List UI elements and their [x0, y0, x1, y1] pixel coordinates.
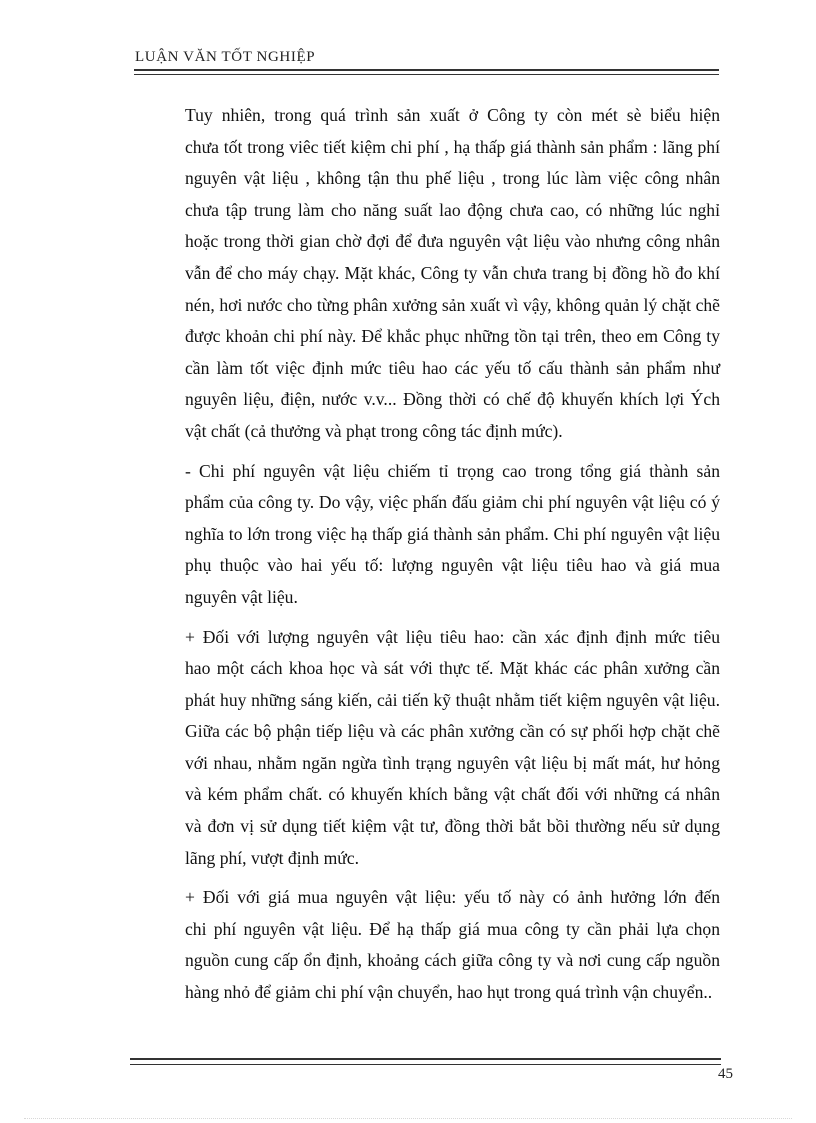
- paragraph-line: nguồn cung cấp ổn định, khoảng cách giữa công ty và nơi cung cấp nguồn: [185, 950, 720, 971]
- paragraph-line: phát huy những sáng kiến, cải tiến kỹ thuật nhằm tiết kiệm nguyên vật liệu.: [185, 689, 720, 710]
- paragraph-line: + Đối với giá mua nguyên vật liệu: yếu tố này có ảnh hưởng lớn đến: [185, 887, 720, 908]
- paragraph-line: nguyên liệu, điện, nước v.v... Đồng thời có chế độ khuyến khích lợi Ých: [185, 389, 720, 410]
- paragraph-line: chi phí nguyên vật liệu. Để hạ thấp giá mua công ty cần phải lựa chọn: [185, 918, 720, 939]
- paragraph-line: cần làm tốt việc định mức tiêu hao các yếu tố cấu thành sản phẩm như: [185, 357, 720, 378]
- paragraph: [135, 456, 720, 614]
- paragraph-line: vẫn để cho máy chạy. Mặt khác, Công ty vẫn chưa trang bị đồng hồ đo khí: [185, 262, 720, 283]
- paragraph-line: nén, hơi nước cho từng phân xưởng sản xuất vì vậy, không quản lý chặt chẽ: [185, 294, 720, 315]
- paragraph-line: Tuy nhiên, trong quá trình sản xuất ở Công ty còn mét sè biểu hiện: [185, 105, 720, 125]
- paragraph-line: + Đối với lượng nguyên vật liệu tiêu hao: cần xác định định mức tiêu: [185, 626, 720, 647]
- paragraph: [135, 622, 720, 875]
- paragraph-line: và kém phẩm chất. có khuyến khích bằng vật chất đối với những cá nhân: [185, 784, 720, 805]
- paragraph-line: phụ thuộc vào hai yếu tố: lượng nguyên vật liệu tiêu hao và giá mua: [185, 555, 720, 576]
- paragraph-line: vật chất (cả thưởng và phạt trong công tác định mức).: [185, 420, 563, 441]
- paragraph-line: nguyên vật liệu.: [185, 586, 298, 607]
- paragraph-line: hao một cách khoa học và sát với thực tế. Mặt khác các phân xưởng cần: [185, 658, 720, 679]
- page-number: 45: [718, 1066, 733, 1082]
- paragraph-line: lãng phí, vượt định mức.: [185, 847, 359, 868]
- paragraph-line: hàng nhỏ để giảm chi phí vận chuyển, hao hụt trong quá trình vận chuyển..: [185, 982, 713, 1003]
- paragraph-line: với nhau, nhằm ngăn ngừa tình trạng nguyên vật liệu bị mất mát, hư hỏng: [185, 752, 720, 773]
- footer-double-rule: [130, 1058, 721, 1065]
- running-header: LUẬN VĂN TỐT NGHIỆP: [135, 49, 316, 65]
- paragraph-line: chưa tập trung làm cho năng suất lao động chưa cao, có những lúc nghỉ: [185, 199, 720, 220]
- page-edge: [24, 1118, 792, 1119]
- paragraph: [135, 100, 720, 448]
- body-text: [135, 100, 720, 1017]
- paragraph-line: Giữa các bộ phận tiếp liệu và các phân xưởng cần có sự phối hợp chặt chẽ: [185, 721, 720, 742]
- paragraph-line: được khoản chi phí này. Để khắc phục những tồn tại trên, theo em Công ty: [185, 326, 720, 347]
- paragraph-line: chưa tốt trong viêc tiết kiệm chi phí , hạ thấp giá thành sản phẩm : lãng phí: [185, 136, 720, 157]
- header-double-rule: [134, 69, 719, 75]
- paragraph-line: phẩm của công ty. Do vậy, việc phấn đấu giảm chi phí nguyên vật liệu có ý: [185, 492, 720, 513]
- paragraph-line: nguyên vật liệu , không tận thu phế liệu , trong lúc làm việc công nhân: [185, 168, 720, 189]
- paragraph-line: hoặc trong thời gian chờ đợi để đưa nguyên vật liệu vào nhưng công nhân: [185, 231, 720, 252]
- paragraph-line: - Chi phí nguyên vật liệu chiếm tỉ trọng cao trong tổng giá thành sản: [185, 460, 720, 481]
- paragraph-line: và đơn vị sử dụng tiết kiệm vật tư, đồng thời bắt bồi thường nếu sử dụng: [185, 816, 720, 837]
- paragraph-line: nghĩa to lớn trong việc hạ thấp giá thành sản phẩm. Chi phí nguyên vật liệu: [185, 523, 720, 544]
- paragraph: [135, 882, 720, 1008]
